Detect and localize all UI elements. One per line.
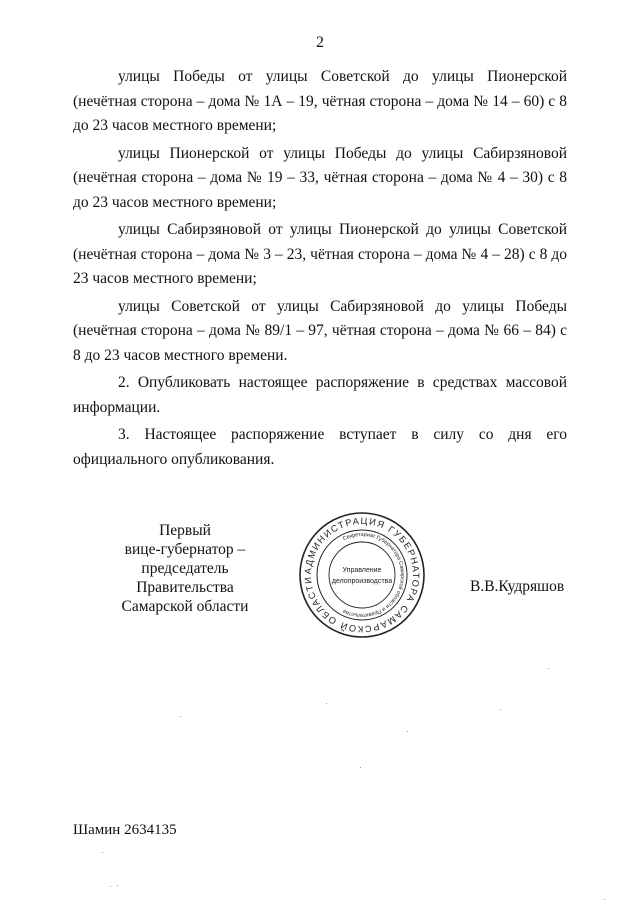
scan-speck: [326, 703, 327, 704]
stamp-outer-border: [300, 513, 424, 637]
signatory-name: В.В.Кудряшов: [470, 578, 565, 595]
scan-speck: [102, 852, 103, 853]
scan-speck: [360, 767, 361, 768]
page-number: 2: [316, 34, 324, 51]
stamp-inner-border: [329, 542, 395, 608]
scan-speck: [604, 899, 605, 900]
stamp-center-line-1: Управление: [342, 567, 382, 574]
paragraph-effective-date: 3. Настоящее распоряжение вступает в силу со дня его официального опубликования.: [73, 426, 567, 468]
scan-speck: [110, 886, 111, 887]
signatory-title: [105, 521, 265, 616]
stamp-center-line-2: делопроизводства: [331, 578, 393, 585]
paragraph-publish-order: 2. Опубликовать настоящее распоряжение в средствах массовой информации.: [73, 374, 567, 416]
scan-speck: [117, 885, 118, 886]
official-stamp: [298, 511, 426, 639]
signatory-title-line: Самарской области: [121, 598, 249, 615]
signatory-title-line: председатель Правительства: [136, 560, 234, 596]
author-footer: Шамин 2634135: [73, 822, 177, 838]
scan-speck: [500, 709, 501, 710]
signatory-title-line: вице-губернатор –: [124, 541, 246, 558]
paragraph-pionerskoy-street: улицы Пионерской от улицы Победы до улицы Сабирзяновой (нечётная сторона – дома № 19 – 33, чётная сторона – дома № 4 – 30) с 8 до 23 часов местного времени;: [73, 144, 567, 211]
scan-speck: [407, 731, 408, 732]
paragraph-pobedy-street: улицы Победы от улицы Советской до улицы Пионерской (нечётная сторона – дома № 1А – 19, чётная сторона – дома № 14 – 60) с 8 до 23 часов местного времени;: [73, 68, 567, 134]
stamp-inner-ring-text: Секретариат Губернатора Самарской области и Правительства: [342, 531, 406, 619]
scan-speck: [548, 668, 549, 669]
stamp-outer-ring-text: АДМИНИСТРАЦИЯ ГУБЕРНАТОРА САМАРСКОЙ ОБЛАСТИ: [302, 515, 422, 635]
paragraph-sovetskoy-street: улицы Советской от улицы Сабирзяновой до улицы Победы (нечётная сторона – дома № 89/1 – 97, чётная сторона – дома № 66 – 84) с 8 до 23 часов местного времени.: [73, 297, 567, 364]
document-body: [73, 65, 567, 475]
signatory-title-line: Первый: [159, 522, 211, 539]
paragraph-sabirzyanovoy-street: улицы Сабирзяновой от улицы Пионерской до улицы Советской (нечётная сторона – дома № 3 – 23, чётная сторона – дома № 4 – 28) с 8 до 23 часов местного времени;: [73, 221, 567, 287]
scan-speck: [180, 716, 181, 717]
stamp-middle-border: [317, 530, 407, 620]
